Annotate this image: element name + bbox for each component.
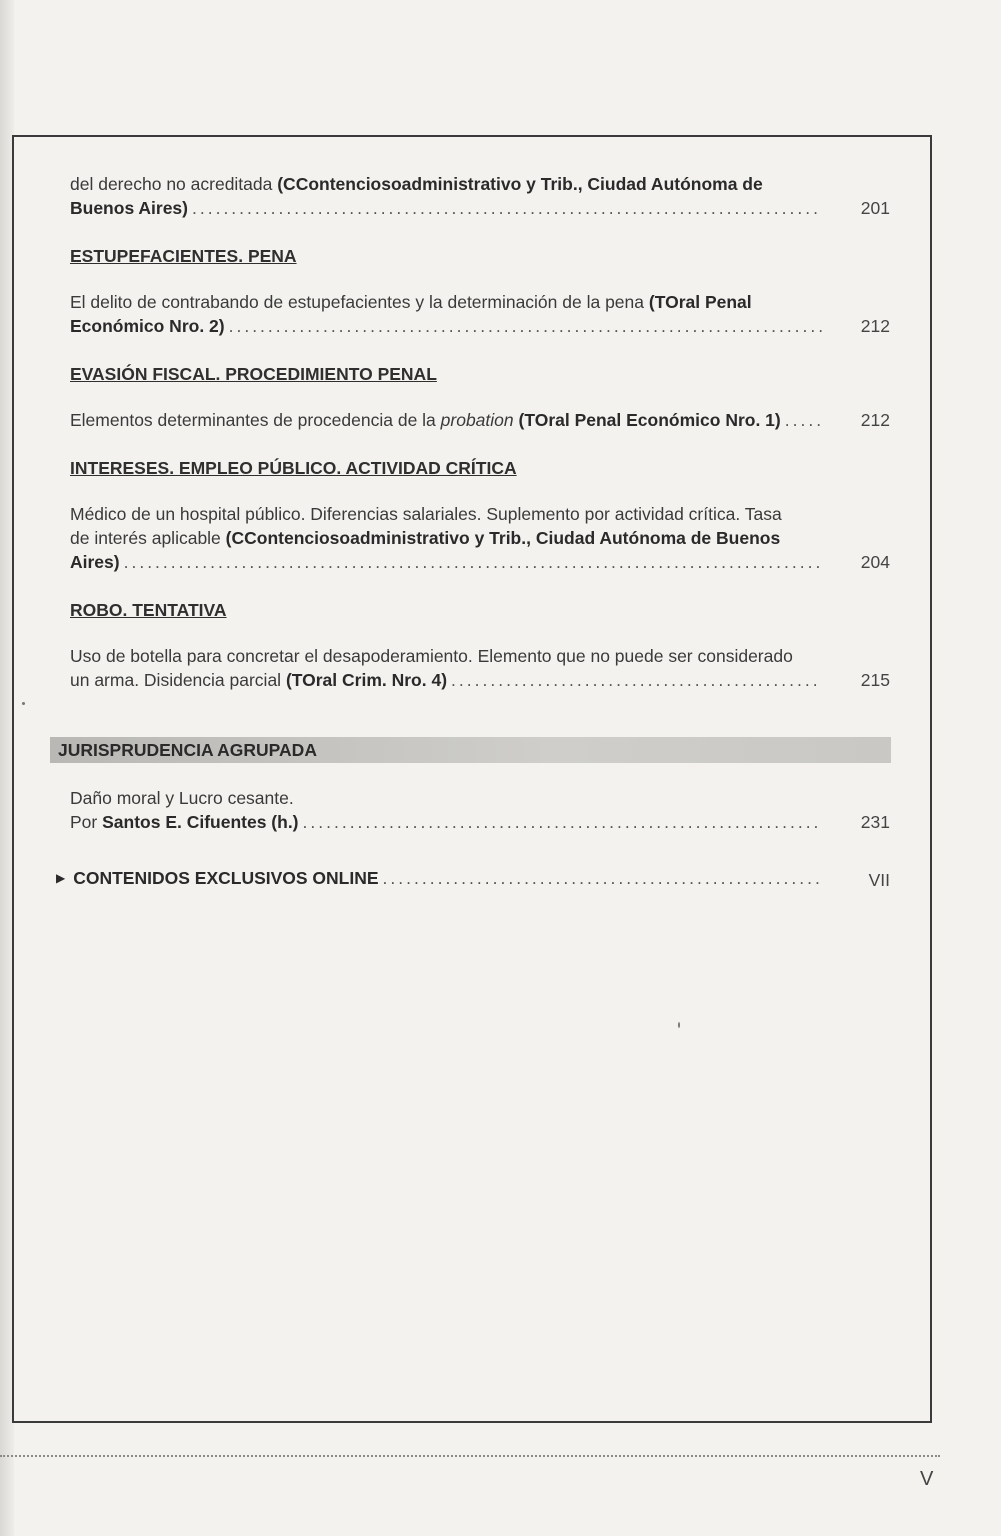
toc-entry-contenidos-online[interactable] — [56, 866, 890, 892]
page-number: 212 — [860, 316, 890, 336]
toc-entry-intereses[interactable] — [70, 502, 890, 574]
leader-dots — [229, 314, 822, 338]
entry-court-cont: Buenos Aires) — [70, 198, 188, 218]
entry-text: un arma. Disidencia parcial — [70, 670, 286, 690]
leader-dots — [192, 196, 822, 220]
toc-entry-estupefacientes[interactable] — [70, 290, 890, 338]
entry-text: Por — [70, 812, 103, 832]
entry-court: (CContenciosoadministrativo y Trib., Ciudad Autónoma de Buenos — [225, 528, 781, 548]
toc-entry-evasion[interactable] — [70, 408, 890, 432]
section-heading-intereses: INTERESES. EMPLEO PÚBLICO. ACTIVIDAD CRÍTICA — [70, 458, 517, 478]
section-band-jurisprudencia — [50, 737, 891, 763]
entry-court-cont: Aires) — [70, 552, 120, 572]
page-number: 204 — [860, 552, 890, 572]
page-number: 215 — [860, 670, 890, 690]
page-number: 231 — [860, 812, 890, 832]
toc-entry-robo[interactable] — [70, 644, 890, 692]
entry-court: (TOral Penal Económico Nro. 1) — [513, 410, 781, 430]
entry-court: (TOral Penal — [648, 292, 752, 312]
entry-author: Santos E. Cifuentes (h.) — [102, 812, 299, 832]
leader-dots — [451, 668, 822, 692]
scan-speck — [678, 1022, 680, 1028]
entry-text: Elementos determinantes de procedencia de la — [70, 410, 441, 430]
entry-text: Uso de botella para concretar el desapoderamiento. Elemento que no puede ser considerado — [70, 646, 793, 666]
entry-text: del derecho no acreditada — [70, 174, 278, 194]
entry-text: El delito de contrabando de estupefacientes y la determinación de la pena — [70, 292, 649, 312]
toc-entry-derecho[interactable] — [70, 172, 890, 220]
folio-page-number: V — [920, 1468, 934, 1490]
band-title: JURISPRUDENCIA AGRUPADA — [58, 740, 317, 760]
section-heading-robo: ROBO. TENTATIVA — [70, 600, 227, 620]
entry-text: Médico de un hospital público. Diferencias salariales. Suplemento por actividad crítica. Tasa — [70, 504, 782, 524]
leader-dots — [124, 550, 822, 574]
page-number: VII — [868, 870, 890, 890]
section-heading-estupefacientes: ESTUPEFACIENTES. PENA — [70, 246, 297, 266]
leader-dots — [383, 866, 822, 890]
grouped-content — [70, 786, 890, 834]
entry-text: de interés aplicable — [70, 528, 226, 548]
entry-court: (CContenciosoadministrativo y Trib., Ciudad Autónoma de — [277, 174, 763, 194]
toc-entry-dano-moral[interactable] — [70, 786, 890, 834]
leader-dots — [303, 810, 822, 834]
scan-speck — [22, 702, 25, 705]
triangle-bullet-icon: ▶ — [56, 871, 66, 885]
footer-rule — [0, 1455, 940, 1457]
entry-text: Daño moral y Lucro cesante. — [70, 788, 294, 808]
entry-italic: probation — [440, 410, 514, 430]
entry-court: (TOral Crim. Nro. 4) — [285, 670, 448, 690]
section-heading-evasion-fiscal: EVASIÓN FISCAL. PROCEDIMIENTO PENAL — [70, 364, 437, 384]
leader-dots — [785, 408, 822, 432]
page-number: 201 — [860, 198, 890, 218]
entry-title: CONTENIDOS EXCLUSIVOS ONLINE — [73, 868, 379, 888]
page-number: 212 — [860, 410, 890, 430]
toc-content — [70, 172, 890, 692]
entry-court-cont: Económico Nro. 2) — [70, 316, 225, 336]
